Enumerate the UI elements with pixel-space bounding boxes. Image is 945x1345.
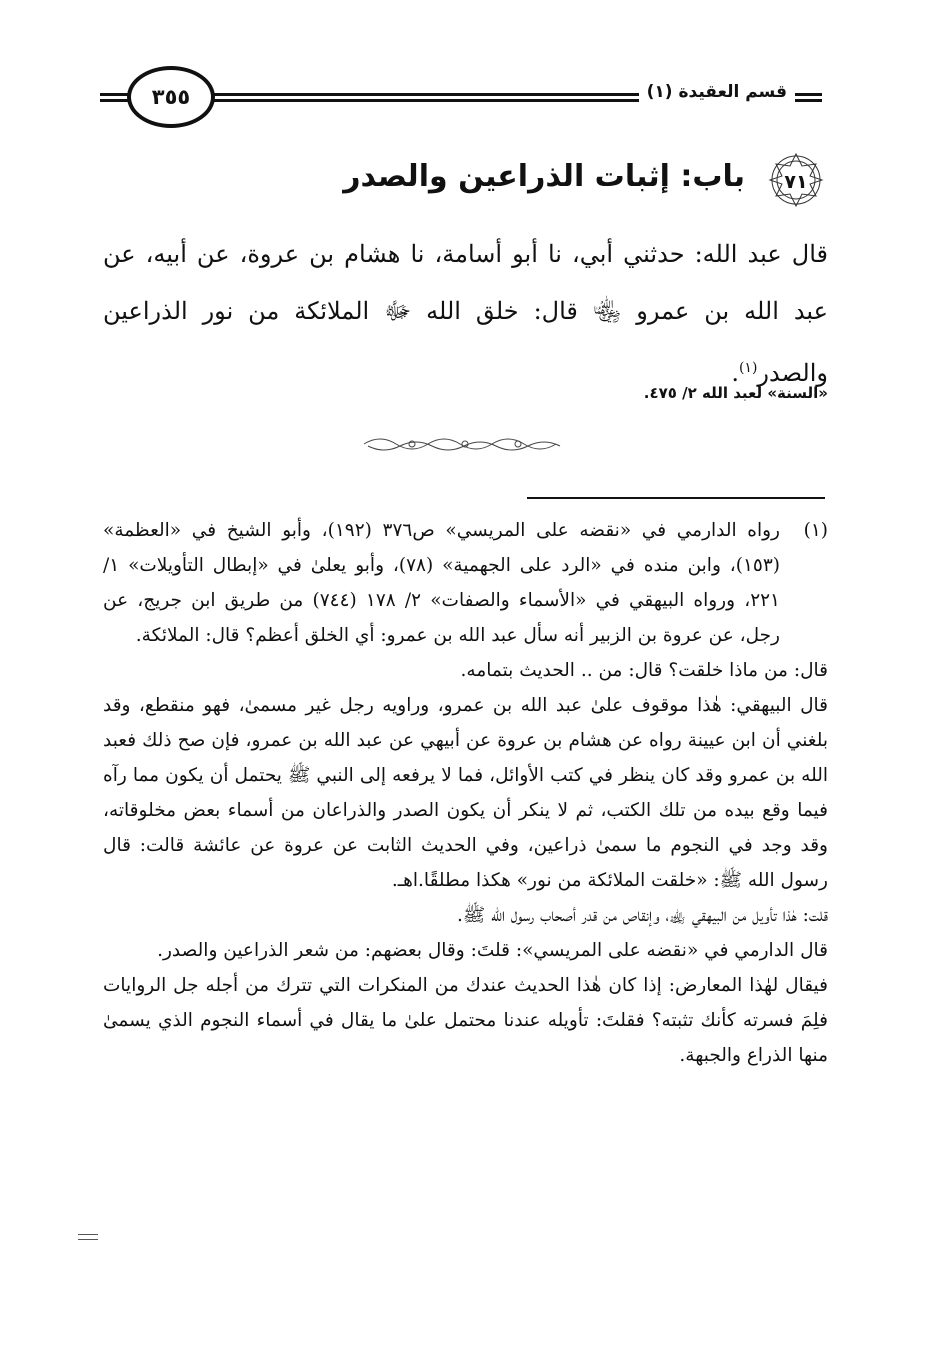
footnote-paragraph: رواه الدارمي في «نقضه على المريسي» ص٣٧٦ (١٩٢)، وأبو الشيخ في «العظمة» (١٥٣)، وابن منده في «الرد على الجهمية» (٧٨)، وأبو يعلىٰ في «إبطال التأويلات» ١/ ٢٢١، ورواه البيهقي في «الأسماء والصفات» ٢/ ١٧٨ (٧٤٤) من طريق ابن جريج، عن رجل، عن عروة بن الزبير أنه سأل عبد الله بن عمرو: أي الخلق أعظم؟ قال: الملائكة. xyxy=(103,520,780,646)
main-text-body: قال عبد الله: حدثني أبي، نا أبو أسامة، نا هشام بن عروة، عن أبيه، عن عبد الله بن عمرو ﵄ قال: خلق الله ﷻ الملائكة من نور الذراعين والصدر xyxy=(103,240,828,387)
chapter-number: ٧١ xyxy=(784,171,808,193)
main-text xyxy=(103,226,828,402)
footnote xyxy=(103,513,828,1073)
page-number-oval xyxy=(127,66,215,128)
footnote-first-row xyxy=(103,513,828,653)
chapter-title: باب: إثبات الذراعين والصدر xyxy=(343,159,745,194)
footnote-number: (١) xyxy=(803,520,828,541)
footnote-paragraph: قال الدارمي في «نقضه على المريسي»: قلتَ: وقال بعضهم: من شعر الذراعين والصدر. xyxy=(157,940,828,961)
chapter-number-ornament xyxy=(766,150,826,210)
footnote-paragraph: قال: من ماذا خلقت؟ قال: من .. الحديث بتمامه. xyxy=(460,660,828,681)
footnote-reference: (١) xyxy=(738,360,758,376)
section-divider-ornament xyxy=(360,432,570,456)
main-text-end: . xyxy=(731,359,739,387)
footnote-separator xyxy=(527,497,825,499)
footnote-paragraph: فيقال لهٰذا المعارض: إذا كان هٰذا الحديث عندك من المنكرات التي تترك من أجله جل الروايات فلِمَ فسرته كأنك تثبته؟ فقلتَ: تأويله عندنا محتمل علىٰ ما يقال في أسماء النجوم الذي يسمىٰ منها الذراع والجبهة. xyxy=(103,975,828,1066)
running-head: قسم العقيدة (١) xyxy=(639,82,795,102)
footnote-paragraph: قلت: هٰذا تأويل من البيهقي ﵀، وإنقاص من قدر أصحاب رسول الله ﷺ. xyxy=(457,905,828,926)
footnote-paragraph: قال البيهقي: هٰذا موقوف علىٰ عبد الله بن عمرو، وراويه رجل غير مسمىٰ، فهو منقطع، وقد بلغني أن ابن عيينة رواه عن هشام بن عروة عن أبيهي عن عبد الله بن عمرو، فإن صح ذلك فعبد الله بن عمرو وقد كان ينظر في كتب الأوائل، فما لا يرفعه إلى النبي ﷺ يحتمل أن يكون مما رآه فيما وقع بيده من تلك الكتب، ثم لا ينكر أن يكون الصدر والذراعان من أسماء بعض مخلوقاته، وقد وجد في النجوم ما سمىٰ ذراعين، وفي الحديث الثابت عن عروة عن عائشة قالت: قال رسول الله ﷺ: «خلقت الملائكة من نور» هكذا مطلقًا.اهـ. xyxy=(103,695,828,891)
source-citation: «السنة» لعبد الله ٢/ ٤٧٥. xyxy=(643,384,828,402)
margin-mark xyxy=(78,1234,98,1244)
page-number: ٣٥٥ xyxy=(151,85,191,109)
